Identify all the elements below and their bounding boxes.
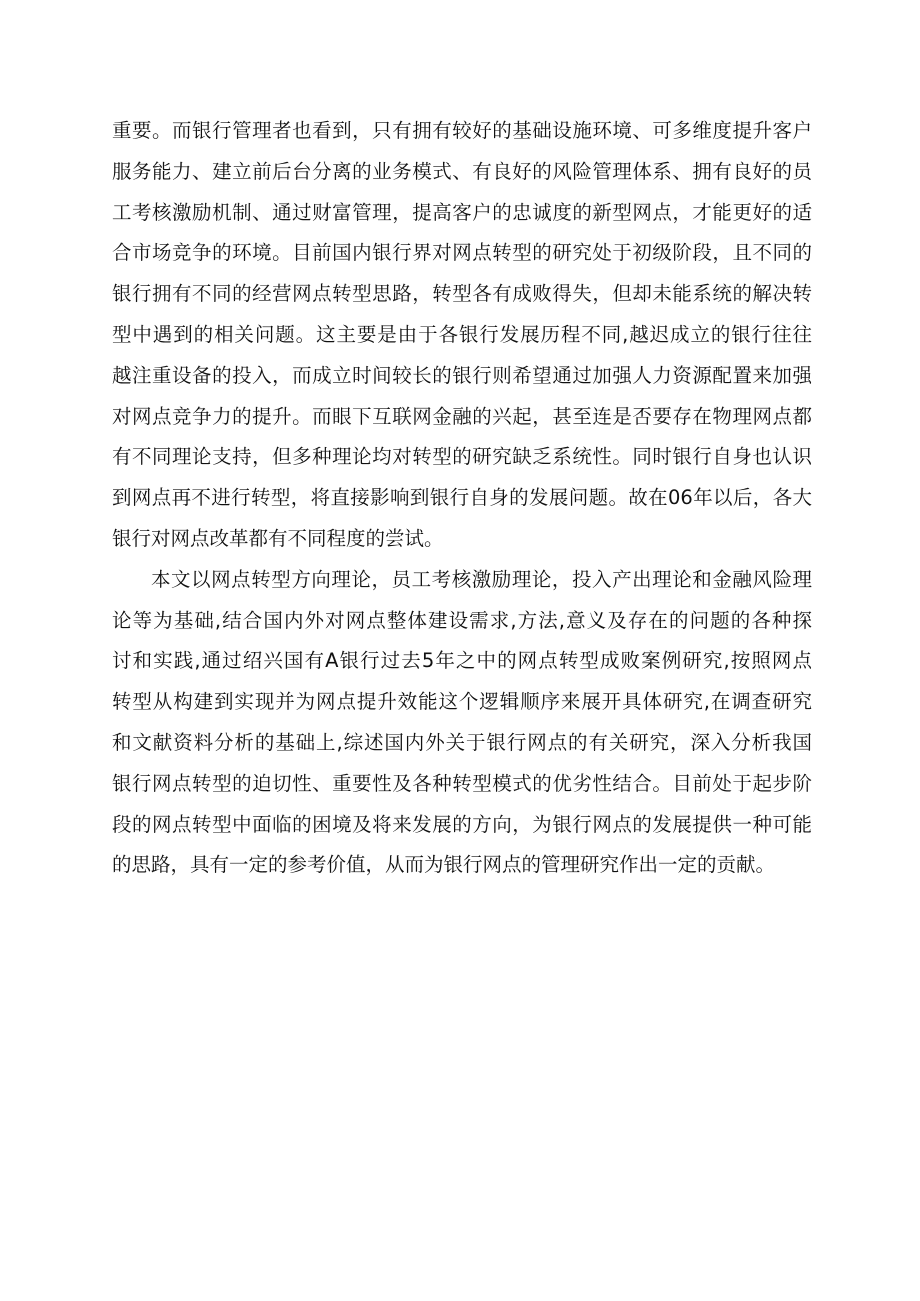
text-line: 讨和实践,通过绍兴国有A银行过去5年之中的网点转型成败案例研究,按照网点: [112, 649, 812, 673]
text-line: 型中遇到的相关问题。这主要是由于各银行发展历程不同,越迟成立的银行往往: [112, 322, 812, 346]
text-line: 银行拥有不同的经营网点转型思路，转型各有成败得失，但却未能系统的解决转: [112, 282, 812, 306]
body-text: [112, 111, 812, 886]
text-line: 越注重设备的投入，而成立时间较长的银行则希望通过加强人力资源配置来加强: [112, 363, 812, 387]
text-line: 论等为基础,结合国内外对网点整体建设需求,方法,意义及存在的问题的各种探: [112, 608, 812, 632]
text-line: 重要。而银行管理者也看到，只有拥有较好的基础设施环境、可多维度提升客户: [112, 119, 812, 142]
text-line: 工考核激励机制、通过财富管理，提高客户的忠诚度的新型网点，才能更好的适: [112, 200, 812, 224]
text-line: 的思路，具有一定的参考价值，从而为银行网点的管理研究作出一定的贡献。: [112, 853, 776, 877]
text-line: 到网点再不进行转型，将直接影响到银行自身的发展问题。故在06年以后，各大: [112, 486, 812, 510]
paragraph-2: [112, 560, 812, 886]
text-line: 合市场竞争的环境。目前国内银行界对网点转型的研究处于初级阶段，且不同的: [112, 241, 812, 265]
paragraph-1: [112, 111, 812, 560]
text-line: 银行网点转型的迫切性、重要性及各种转型模式的优劣性结合。目前处于起步阶: [112, 771, 812, 795]
text-line: 和文献资料分析的基础上,综述国内外关于银行网点的有关研究，深入分析我国: [112, 730, 812, 754]
text-line: 对网点竞争力的提升。而眼下互联网金融的兴起，甚至连是否要存在物理网点都: [112, 404, 812, 428]
text-line: 本文以网点转型方向理论，员工考核激励理论，投入产出理论和金融风险理: [151, 567, 812, 591]
text-line: 有不同理论支持，但多种理论均对转型的研究缺乏系统性。同时银行自身也认识: [112, 445, 812, 469]
text-line: 段的网点转型中面临的困境及将来发展的方向，为银行网点的发展提供一种可能: [112, 812, 812, 836]
text-line: 银行对网点改革都有不同程度的尝试。: [112, 526, 444, 550]
text-line: 转型从构建到实现并为网点提升效能这个逻辑顺序来展开具体研究,在调查研究: [112, 690, 812, 714]
text-line: 服务能力、建立前后台分离的业务模式、有良好的风险管理体系、拥有良好的员: [112, 159, 812, 183]
